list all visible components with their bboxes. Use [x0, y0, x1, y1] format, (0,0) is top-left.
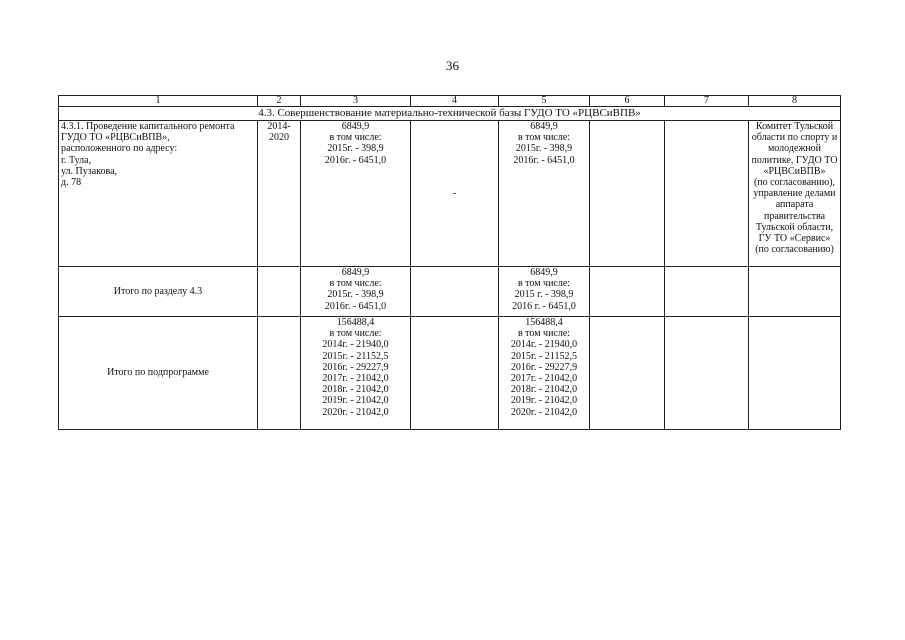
cell-line: ул. Пузакова,	[61, 165, 118, 177]
cell-line: 2016г. - 6451,0	[513, 154, 575, 166]
cell-line: 2018г. - 21042,0	[322, 384, 389, 396]
cell-line: в том числе:	[329, 328, 382, 340]
cell-line: 2015г. - 398,9	[327, 289, 384, 301]
cell-line: политике, ГУДО ТО	[751, 154, 838, 166]
cell-line: 2016 г. - 6451,0	[512, 300, 576, 312]
column-number: 3	[301, 96, 411, 107]
cell-line: 6849,9	[341, 267, 370, 278]
col4-cell: -	[411, 121, 499, 267]
column-number: 6	[590, 96, 665, 107]
cell-line: 2017г. - 21042,0	[510, 373, 578, 385]
cell-line: ГУДО ТО «РЦВСиВПВ»,	[61, 132, 170, 144]
cell-line: 4.3.1. Проведение капитального ремонта	[61, 121, 235, 132]
cell-line: 2015г. - 21152,5	[322, 350, 389, 362]
cell-line: 2020г. - 21042,0	[322, 406, 389, 418]
cell-line: в том числе:	[329, 132, 382, 144]
executor-cell	[749, 121, 841, 267]
cell-line: 156488,4	[336, 317, 375, 328]
cell-line: области по спорту и	[751, 132, 838, 144]
total-funding-cell	[301, 267, 411, 317]
column-number: 1	[59, 96, 258, 107]
column-number: 2	[258, 96, 301, 107]
years-cell	[258, 317, 301, 430]
cell-line: 2015 г. - 398,9	[514, 289, 574, 301]
cell-line: 2019г. - 21042,0	[322, 395, 389, 407]
cell-line: 2017г. - 21042,0	[322, 373, 389, 385]
cell-line: 2016г. - 29227,9	[510, 361, 578, 373]
executor-cell	[749, 317, 841, 430]
col5-funding-cell	[499, 317, 590, 430]
column-number: 7	[665, 96, 749, 107]
column-number-row	[59, 96, 841, 107]
years-cell	[258, 121, 301, 267]
subprogram-total-label: Итого по подпрограмме	[59, 317, 258, 430]
executor-cell	[749, 267, 841, 317]
cell-line: 2016г. - 6451,0	[324, 300, 387, 312]
cell-line: в том числе:	[517, 328, 571, 340]
cell-line: в том числе:	[517, 132, 571, 144]
cell-line: в том числе:	[329, 278, 382, 290]
cell-line: 2016г. - 29227,9	[322, 361, 389, 373]
section-total-label: Итого по разделу 4.3	[59, 267, 258, 317]
section-title: 4.3. Совершенствование материально-технической базы ГУДО ТО «РЦВСиВПВ»	[59, 107, 841, 121]
cell-line: (по согласованию),	[753, 177, 836, 189]
cell-line: 2014-	[267, 121, 291, 132]
cell-line: 6849,9	[530, 121, 558, 132]
col6-cell	[590, 267, 665, 317]
col5-funding-cell	[499, 121, 590, 267]
cell-line: 6849,9	[530, 267, 558, 278]
cell-line: 2016г. - 6451,0	[324, 154, 387, 166]
cell-line: 6849,9	[341, 121, 370, 132]
cell-line: 2018г. - 21042,0	[510, 384, 578, 396]
column-number: 4	[411, 96, 499, 107]
column-number: 8	[749, 96, 841, 107]
total-funding-cell	[301, 121, 411, 267]
cell-line: 2014г. - 21940,0	[510, 339, 578, 351]
cell-line: Тульской области,	[755, 221, 834, 233]
cell-line: 2015г. - 398,9	[515, 143, 573, 155]
col7-cell	[665, 121, 749, 267]
cell-line: в том числе:	[517, 278, 571, 290]
cell-line: 2020	[269, 132, 289, 144]
cell-line: расположенного по адресу:	[61, 143, 178, 155]
cell-line: управление делами	[753, 188, 836, 200]
col6-cell	[590, 121, 665, 267]
cell-line: ГУ ТО «Сервис»	[758, 233, 831, 245]
cell-line: аппарата	[775, 199, 814, 211]
cell-line: молодежной	[767, 143, 822, 155]
cell-line: 2019г. - 21042,0	[510, 395, 578, 407]
cell-line: 2015г. - 398,9	[327, 143, 384, 155]
cell-line: правительства	[763, 210, 826, 222]
cell-line: «РЦВСиВПВ»	[763, 165, 826, 177]
cell-line: 2020г. - 21042,0	[510, 406, 578, 418]
table-row	[59, 317, 841, 430]
col7-cell	[665, 317, 749, 430]
measure-name-cell	[59, 121, 258, 267]
cell-line: Комитет Тульской	[755, 121, 834, 132]
col5-funding-cell	[499, 267, 590, 317]
col6-cell	[590, 317, 665, 430]
cell-line: г. Тула,	[61, 154, 92, 166]
cell-line: (по согласованию)	[755, 244, 834, 256]
cell-line: 2014г. - 21940,0	[322, 339, 389, 351]
section-row	[59, 107, 841, 121]
table-row	[59, 267, 841, 317]
cell-line: д. 78	[61, 177, 82, 189]
col4-cell	[411, 317, 499, 430]
column-number: 5	[499, 96, 590, 107]
col7-cell	[665, 267, 749, 317]
page-number: 36	[446, 58, 459, 73]
cell-line: 156488,4	[525, 317, 563, 328]
cell-line: 2015г. - 21152,5	[511, 350, 577, 362]
table-row	[59, 121, 841, 267]
total-funding-cell	[301, 317, 411, 430]
years-cell	[258, 267, 301, 317]
col4-cell	[411, 267, 499, 317]
program-table	[58, 95, 841, 430]
